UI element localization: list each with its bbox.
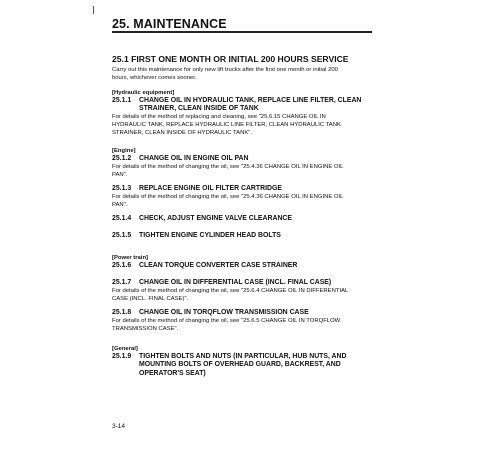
section-intro-line: hours, whichever comes sooner.	[112, 74, 197, 81]
item-body-25-1-3	[112, 194, 382, 210]
item-number: 25.1.8	[112, 309, 132, 316]
body-line: HYDRAULIC TANK, REPLACE HYDRAULIC LINE FILTER, CLEAN HYDRAULIC TANK	[112, 121, 341, 128]
body-line: PAN".	[112, 171, 128, 178]
item-number: 25.1.9	[112, 353, 132, 360]
item-title: TIGHTEN BOLTS AND NUTS (IN PARTICULAR, HUB NUTS, AND	[139, 353, 347, 360]
item-number: 25.1.3	[112, 185, 132, 192]
item-number: 25.1.7	[112, 279, 132, 286]
item-number: 25.1.4	[112, 215, 132, 222]
item-heading-25-1-8	[112, 309, 384, 317]
body-line: For details of the method of changing the oil, see "25.4.36 CHANGE OIL IN ENGINE OIL	[112, 194, 344, 200]
body-line: CASE (INCL. FINAL CASE)".	[112, 295, 189, 302]
item-heading-25-1-5	[112, 232, 384, 240]
body-line: PAN".	[112, 201, 128, 208]
item-title: CLEAN TORQUE CONVERTER CASE STRAINER	[139, 262, 298, 269]
section-intro-line: Carry out this maintenance for only new lift trucks after the first one month or initial 200	[112, 67, 338, 73]
chapter-underline	[112, 31, 372, 33]
item-heading-25-1-7	[112, 279, 384, 287]
group-label-power-train: [Power train]	[112, 255, 149, 261]
item-heading-25-1-4	[112, 215, 384, 223]
chapter-title: 25. MAINTENANCE	[112, 17, 227, 31]
item-title: CHANGE OIL IN HYDRAULIC TANK, REPLACE LINE FILTER, CLEAN	[139, 97, 362, 104]
item-number: 25.1.6	[112, 262, 132, 269]
item-heading-25-1-1	[112, 97, 384, 114]
item-body-25-1-8	[112, 318, 382, 334]
body-line: For details of the method of changing the oil, see "25.6.4 CHANGE OIL IN DIFFERENTIAL	[112, 288, 349, 294]
body-line: For details of the method of changing the oil, see "25.6.5 CHANGE OIL IN TORQFLOW	[112, 318, 341, 324]
group-label-hydraulic: [Hydraulic equipment]	[112, 90, 175, 96]
crop-mark	[93, 6, 94, 14]
body-line: STRAINER, CLEAN INSIDE OF HYDRAULIC TANK".	[112, 129, 252, 136]
item-title-cont: OPERATOR'S SEAT)	[139, 369, 206, 377]
item-number: 25.1.5	[112, 232, 132, 239]
item-title: CHECK, ADJUST ENGINE VALVE CLEARANCE	[139, 215, 293, 222]
body-line: For details of the method of replacing and cleaning, see "25.6.15 CHANGE OIL IN	[112, 114, 326, 120]
section-title: 25.1 FIRST ONE MONTH OR INITIAL 200 HOURS SERVICE	[112, 54, 349, 64]
item-title-cont: STRAINER, CLEAN INSIDE OF TANK	[139, 105, 259, 113]
item-title: CHANGE OIL IN TORQFLOW TRANSMISSION CASE	[139, 309, 309, 316]
item-title: CHANGE OIL IN ENGINE OIL PAN	[139, 155, 249, 162]
item-heading-25-1-2	[112, 155, 384, 163]
page-number: 3-14	[112, 423, 126, 430]
group-label-engine: [Engine]	[112, 148, 136, 154]
section-intro	[112, 67, 382, 83]
item-heading-25-1-3	[112, 185, 384, 193]
item-heading-25-1-9	[112, 353, 384, 378]
item-number: 25.1.2	[112, 155, 132, 162]
item-title: TIGHTEN ENGINE CYLINDER HEAD BOLTS	[139, 232, 281, 239]
item-body-25-1-1	[112, 114, 382, 138]
body-line: For details of the method of changing the oil, see "25.4.36 CHANGE OIL IN ENGINE OIL	[112, 164, 344, 170]
item-title: REPLACE ENGINE OIL FILTER CARTRIDGE	[139, 185, 282, 192]
item-heading-25-1-6	[112, 262, 384, 270]
item-number: 25.1.1	[112, 97, 132, 104]
item-title-cont: MOUNTING BOLTS OF OVERHEAD GUARD, BACKREST, AND	[139, 361, 341, 369]
group-label-general: [General]	[112, 346, 138, 352]
item-body-25-1-7	[112, 288, 382, 304]
item-body-25-1-2	[112, 164, 382, 180]
body-line: TRANSMISSION CASE".	[112, 325, 179, 332]
item-title: CHANGE OIL IN DIFFERENTIAL CASE (INCL. FINAL CASE)	[139, 279, 332, 286]
